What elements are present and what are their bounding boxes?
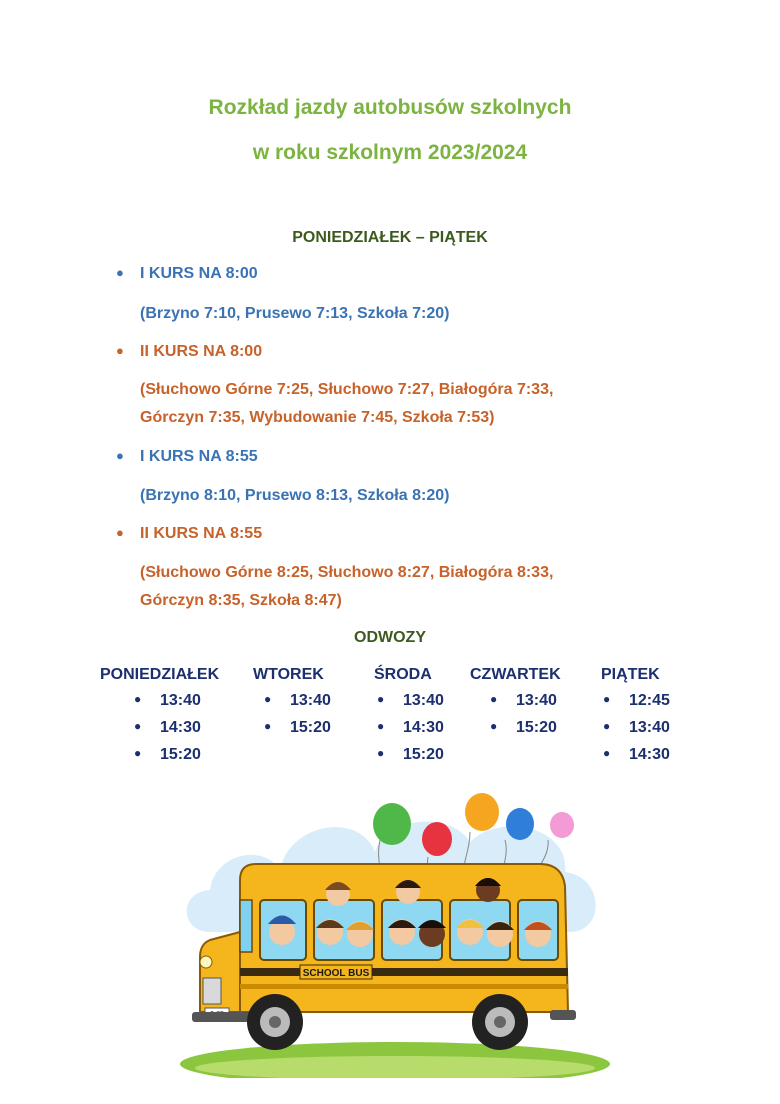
- day-name: WTOREK: [253, 666, 324, 683]
- day-column-wednesday: [374, 666, 444, 773]
- bullet-icon: ●: [490, 692, 498, 706]
- bus-windshield: [240, 900, 252, 952]
- course-label: II KURS NA 8:00: [140, 343, 263, 360]
- bullet-icon: ●: [134, 692, 142, 706]
- balloon-icon: [506, 808, 534, 840]
- course-item: [116, 448, 258, 466]
- bullet-icon: ●: [264, 692, 272, 706]
- course-stops: [140, 482, 449, 510]
- stops-line: Górczyn 7:35, Wybudowanie 7:45, Szkoła 7:53): [140, 409, 495, 426]
- time-item: ● 14:30: [603, 746, 670, 763]
- course-stops: [140, 376, 553, 432]
- bullet-icon: ●: [490, 719, 498, 733]
- day-column-monday: [100, 666, 219, 773]
- day-column-tuesday: [253, 666, 331, 746]
- day-name: ŚRODA: [374, 666, 432, 683]
- bullet-icon: ●: [116, 343, 124, 358]
- day-column-friday: [601, 666, 670, 773]
- time-item: ● 13:40: [603, 719, 670, 736]
- stops-line: (Brzyno 7:10, Prusewo 7:13, Szkoła 7:20): [140, 305, 450, 322]
- time-item: ● 14:30: [134, 719, 201, 736]
- course-item: [116, 265, 258, 283]
- bullet-icon: ●: [264, 719, 272, 733]
- stops-line: (Brzyno 8:10, Prusewo 8:13, Szkoła 8:20): [140, 487, 450, 504]
- time-item: ● 13:40: [134, 692, 201, 709]
- bullet-icon: ●: [116, 525, 124, 540]
- page-title: Rozkład jazdy autobusów szkolnych: [208, 96, 572, 119]
- bus-wheel: [472, 994, 528, 1050]
- course-label: I KURS NA 8:55: [140, 448, 258, 465]
- bullet-icon: ●: [377, 692, 385, 706]
- bullet-icon: ●: [377, 719, 385, 733]
- bullet-icon: ●: [134, 746, 142, 760]
- weekdays-heading: PONIEDZIAŁEK – PIĄTEK: [292, 229, 488, 246]
- time-item: ● 13:40: [377, 692, 444, 709]
- returns-heading: ODWOZY: [354, 629, 426, 646]
- bus-sign: SCHOOL BUS: [302, 968, 370, 979]
- bullet-icon: ●: [116, 448, 124, 463]
- bullet-icon: ●: [603, 746, 611, 760]
- school-bus-illustration: [170, 782, 610, 1078]
- balloon-icon: [465, 793, 499, 831]
- balloon-icon: [422, 822, 452, 856]
- day-column-thursday: [470, 666, 561, 746]
- stops-line: (Słuchowo Górne 8:25, Słuchowo 8:27, Białogóra 8:33,: [140, 564, 554, 581]
- time-item: ● 13:40: [490, 692, 557, 709]
- balloon-icon: [550, 812, 574, 838]
- page-subtitle: w roku szkolnym 2023/2024: [252, 141, 528, 164]
- balloon-icon: [373, 803, 411, 845]
- time-item: ● 13:40: [264, 692, 331, 709]
- time-item: ● 15:20: [134, 746, 201, 763]
- time-item: ● 15:20: [490, 719, 557, 736]
- bullet-icon: ●: [603, 692, 611, 706]
- day-name: PIĄTEK: [601, 666, 660, 683]
- time-item: ● 15:20: [377, 746, 444, 763]
- stops-line: (Słuchowo Górne 7:25, Słuchowo 7:27, Białogóra 7:33,: [140, 381, 554, 398]
- bullet-icon: ●: [116, 265, 124, 280]
- bullet-icon: ●: [603, 719, 611, 733]
- bus-wheel: [247, 994, 303, 1050]
- course-label: I KURS NA 8:00: [140, 265, 258, 282]
- day-name: CZWARTEK: [470, 666, 561, 683]
- course-item: [116, 525, 262, 543]
- course-stops: [140, 300, 449, 328]
- bullet-icon: ●: [134, 719, 142, 733]
- time-item: ● 12:45: [603, 692, 670, 709]
- time-item: ● 15:20: [264, 719, 331, 736]
- time-item: ● 14:30: [377, 719, 444, 736]
- course-item: [116, 343, 262, 361]
- bullet-icon: ●: [377, 746, 385, 760]
- course-label: II KURS NA 8:55: [140, 525, 263, 542]
- course-stops: [140, 559, 553, 615]
- day-name: PONIEDZIAŁEK: [100, 666, 220, 683]
- stops-line: Górczyn 8:35, Szkoła 8:47): [140, 592, 342, 609]
